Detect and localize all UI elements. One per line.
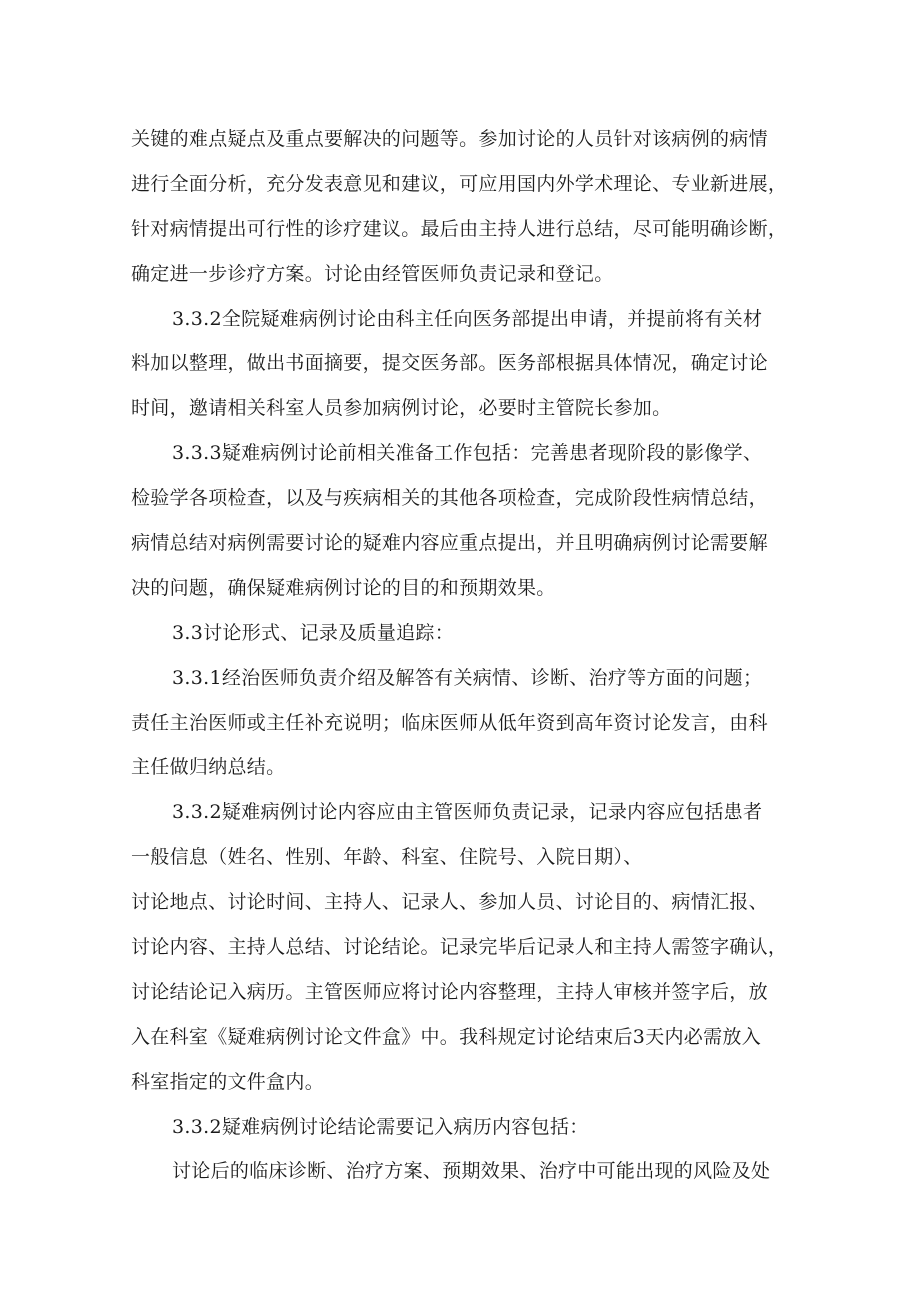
text-line: 讨论地点、讨论时间、主持人、记录人、参加人员、讨论目的、病情汇报、 — [131, 891, 768, 914]
text-line: 3.3.2全院疑难病例讨论由科主任向医务部提出申请，并提前将有关材 — [172, 307, 763, 330]
text-line: 决的问题，确保疑难病例讨论的目的和预期效果。 — [131, 576, 556, 599]
text-line: 针对病情提出可行性的诊疗建议。最后由主持人进行总结，尽可能明确诊断， — [131, 217, 788, 240]
text-line: 科室指定的文件盒内。 — [131, 1070, 325, 1093]
text-line: 讨论结论记入病历。主管医师应将讨论内容整理，主持人审核并签字后，放 — [131, 980, 768, 1003]
text-line: 讨论后的临床诊断、治疗方案、预期效果、治疗中可能出现的风险及处 — [172, 1160, 771, 1183]
text-line: 3.3.2疑难病例讨论结论需要记入病历内容包括： — [172, 1115, 589, 1138]
text-line: 3.3.1经治医师负责介绍及解答有关病情、诊断、治疗等方面的问题； — [172, 666, 763, 689]
text-line: 入在科室《疑难病例讨论文件盒》中。我科规定讨论结束后3天内必需放入 — [131, 1025, 761, 1048]
text-line: 3.3.2疑难病例讨论内容应由主管医师负责记录，记录内容应包括患者 — [172, 801, 763, 824]
text-line: 关键的难点疑点及重点要解决的问题等。参加讨论的人员针对该病例的病情 — [131, 128, 768, 150]
text-line: 进行全面分析，充分发表意见和建议，可应用国内外学术理论、专业新进展， — [131, 172, 788, 195]
document-body — [131, 117, 801, 1194]
text-line: 责任主治医师或主任补充说明；临床医师从低年资到高年资讨论发言，由科 — [131, 711, 768, 734]
text-line: 检验学各项检查，以及与疾病相关的其他各项检查，完成阶段性病情总结， — [131, 487, 768, 510]
text-line: 病情总结对病例需要讨论的疑难内容应重点提出，并且明确病例讨论需要解 — [131, 532, 768, 555]
text-line: 主任做归纳总结。 — [131, 756, 286, 779]
text-line: 3.3.3疑难病例讨论前相关准备工作包括：完善患者现阶段的影像学、 — [172, 442, 763, 465]
text-line: 3.3讨论形式、记录及质量追踪： — [172, 621, 455, 644]
text-line: 料加以整理，做出书面摘要，提交医务部。医务部根据具体情况，确定讨论 — [131, 352, 768, 375]
text-line: 确定进一步诊疗方案。讨论由经管医师负责记录和登记。 — [131, 262, 614, 285]
text-line: 讨论内容、主持人总结、讨论结论。记录完毕后记录人和主持人需签字确认， — [131, 936, 788, 959]
text-line: 时间，邀请相关科室人员参加病例讨论，必要时主管院长参加。 — [131, 397, 672, 420]
text-line: 一般信息（姓名、性别、年龄、科室、住院号、入院日期）、 — [131, 846, 643, 869]
